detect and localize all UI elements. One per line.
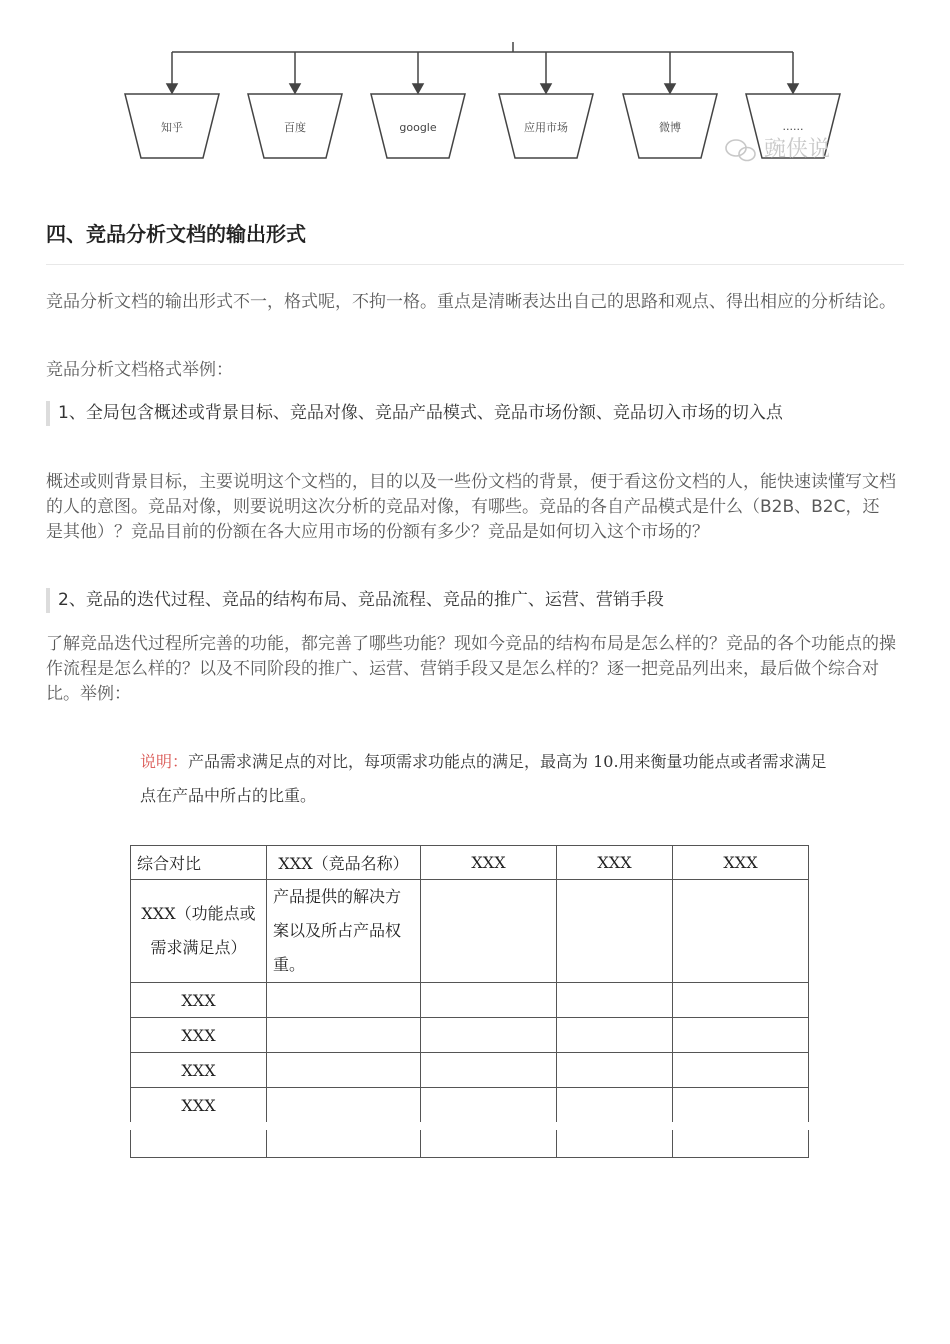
table-header-cell: XXX（竞品名称） xyxy=(267,846,421,880)
table-cell xyxy=(267,1018,421,1053)
table-cell xyxy=(557,1018,673,1053)
table-row xyxy=(131,1053,809,1088)
table-cell xyxy=(267,1053,421,1088)
table-cell-feature: XXX xyxy=(131,1053,267,1088)
figure-crop-edge xyxy=(120,1122,860,1130)
node-label-weibo: 微博 xyxy=(659,121,681,134)
table-cell xyxy=(673,1088,809,1123)
table-row xyxy=(131,983,809,1018)
table-cell xyxy=(557,983,673,1018)
table-cell xyxy=(557,1053,673,1088)
node-label-zhihu: 知乎 xyxy=(161,121,183,134)
table-header-cell: XXX xyxy=(557,846,673,880)
table-cell xyxy=(421,1088,557,1123)
figure-note-label: 说明： xyxy=(140,752,189,771)
section-divider xyxy=(46,264,904,265)
table-row xyxy=(131,1088,809,1123)
table-cell xyxy=(557,880,673,983)
table-header-cell: XXX xyxy=(673,846,809,880)
paragraph-background: 概述或则背景目标，主要说明这个文档的，目的以及一些份文档的背景，便于看这份文档的人，能快速读懂写文档的人的意图。竞品对像，则要说明这次分析的竞品对像，有哪些。竞品的各自产品模式是什么（B2B、B2C，还是其他）？竞品目前的份额在各大应用市场的份额有多少？竞品是如何切入这个市场的？ xyxy=(46,472,896,542)
table-row xyxy=(131,880,809,983)
watermark-text: 豌侠说 xyxy=(764,137,831,162)
table-cell-feature: XXX xyxy=(131,1088,267,1123)
node-label-more: ...... xyxy=(782,120,804,133)
table-cell-feature: XXX（功能点或需求满足点） xyxy=(131,880,267,983)
table-cell xyxy=(557,1088,673,1123)
table-cell-feature: XXX xyxy=(131,1018,267,1053)
node-label-baidu: 百度 xyxy=(284,121,306,134)
table-cell xyxy=(673,983,809,1018)
table-cell xyxy=(673,1053,809,1088)
wechat-icon xyxy=(726,140,755,161)
table-cell xyxy=(673,1018,809,1053)
channel-diagram xyxy=(0,0,950,175)
table-cell xyxy=(267,1088,421,1123)
table-cell xyxy=(421,983,557,1018)
table-header-row xyxy=(131,846,809,880)
diagram-connectors xyxy=(167,42,798,93)
quote-item-1: 1、全局包含概述或背景目标、竞品对像、竞品产品模式、竞品市场份额、竞品切入市场的切入点 xyxy=(46,401,878,426)
figure-note xyxy=(140,745,840,813)
table-cell xyxy=(673,880,809,983)
paragraph-intro: 竞品分析文档的输出形式不一，格式呢，不拘一格。重点是清晰表达出自己的思路和观点、得出相应的分析结论。 xyxy=(46,292,896,312)
node-label-app-market: 应用市场 xyxy=(524,121,568,134)
quote-item-2: 2、竞品的迭代过程、竞品的结构布局、竞品流程、竞品的推广、运营、营销手段 xyxy=(46,588,878,613)
table-header-cell: 综合对比 xyxy=(131,846,267,880)
table-header-cell: XXX xyxy=(421,846,557,880)
paragraph-iteration: 了解竞品迭代过程所完善的功能，都完善了哪些功能？现如今竞品的结构布局是怎么样的？竞品的各个功能点的操作流程是怎么样的？以及不同阶段的推广、运营、营销手段又是怎么样的？逐一把竞品列出来，最后做个综合对比。举例： xyxy=(46,634,896,704)
table-cell-feature: XXX xyxy=(131,983,267,1018)
figure-note-text: 产品需求满足点的对比，每项需求功能点的满足，最高为 10.用来衡量功能点或者需求满足点在产品中所占的比重。 xyxy=(140,752,827,805)
table-cell xyxy=(421,1018,557,1053)
paragraph-format-example: 竞品分析文档格式举例： xyxy=(46,360,233,380)
table-cell xyxy=(421,1053,557,1088)
table-cell xyxy=(421,880,557,983)
comparison-table xyxy=(130,845,809,1158)
table-cell xyxy=(267,983,421,1018)
node-label-google: google xyxy=(399,121,437,134)
table-cell-desc: 产品提供的解决方案以及所占产品权重。 xyxy=(267,880,421,983)
section-heading: 四、竞品分析文档的输出形式 xyxy=(46,222,306,246)
table-row xyxy=(131,1018,809,1053)
